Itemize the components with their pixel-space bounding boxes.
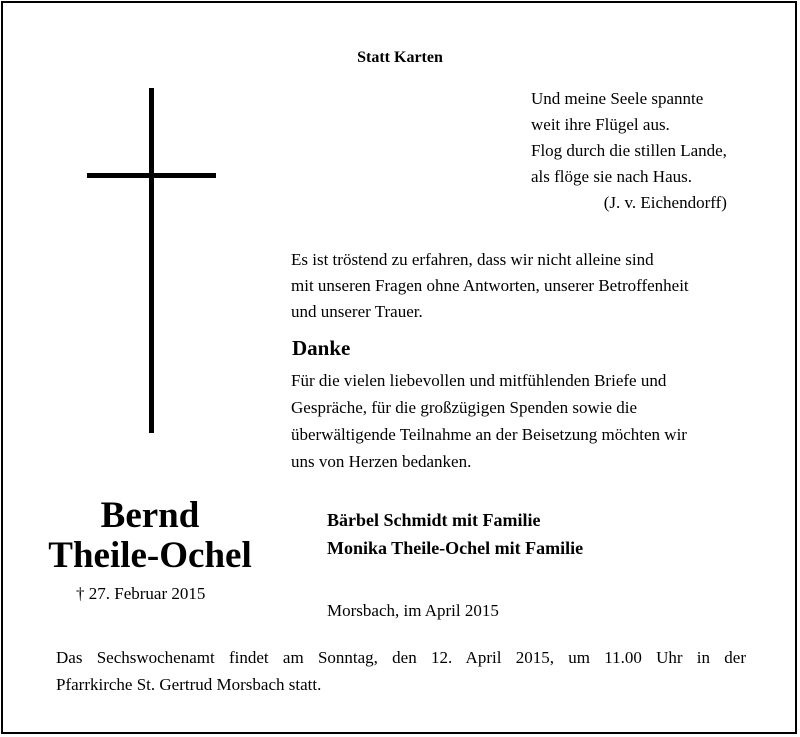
intro-line: und unserer Trauer. <box>291 302 423 321</box>
poem-line: weit ihre Flügel aus. <box>531 115 670 134</box>
header-statt-karten: Statt Karten <box>357 49 443 66</box>
danke-heading: Danke <box>292 336 351 360</box>
thanks-paragraph <box>291 367 687 475</box>
poem-line: Und meine Seele spannte <box>531 89 704 108</box>
deceased-last-name: Theile-Ochel <box>48 535 252 576</box>
notice-line: Pfarrkirche St. Gertrud Morsbach statt. <box>56 675 322 694</box>
intro-paragraph <box>291 247 689 325</box>
intro-line: Es ist tröstend zu erfahren, dass wir nicht alleine sind <box>291 250 654 269</box>
signer: Monika Theile-Ochel mit Familie <box>327 538 584 558</box>
poem-line: als flöge sie nach Haus. <box>531 167 692 186</box>
deceased-first-name: Bernd <box>100 495 200 536</box>
cross-icon-horizontal <box>87 173 216 178</box>
poem <box>531 86 727 216</box>
thanks-line: Gespräche, für die großzügigen Spenden sowie die <box>291 398 638 417</box>
signers <box>327 506 583 562</box>
intro-line: mit unseren Fragen ohne Antworten, unserer Betroffenheit <box>291 276 689 295</box>
poem-author: (J. v. Eichendorff) <box>603 193 727 212</box>
thanks-line: überwältigende Teilnahme an der Beisetzung möchten wir <box>291 425 687 444</box>
place-date: Morsbach, im April 2015 <box>327 601 499 620</box>
death-date: † 27. Februar 2015 <box>76 584 206 603</box>
thanks-line: uns von Herzen bedanken. <box>291 452 472 471</box>
notice-line: Das Sechswochenamt findet am Sonntag, den 12. April 2015, um 11.00 Uhr in der <box>56 648 746 667</box>
poem-line: Flog durch die stillen Lande, <box>531 141 727 160</box>
thanks-line: Für die vielen liebevollen und mitfühlenden Briefe und <box>291 371 667 390</box>
signer: Bärbel Schmidt mit Familie <box>327 510 541 530</box>
mass-notice <box>56 644 746 698</box>
cross-icon-vertical <box>149 88 154 433</box>
